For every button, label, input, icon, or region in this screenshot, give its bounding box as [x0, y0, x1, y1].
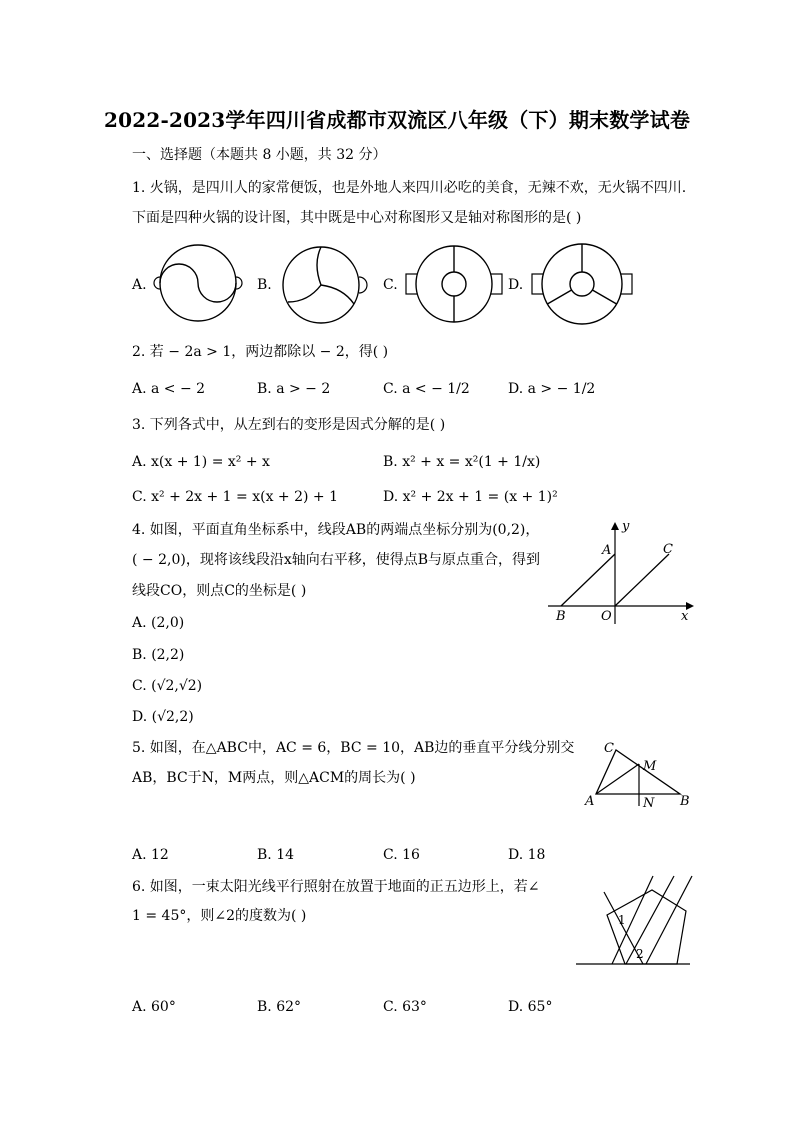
q6-option-b: B. 62°	[257, 999, 302, 1015]
q4-line2: ( − 2,0)，现将该线段沿x轴向右平移，使得点B与原点重合，得到	[132, 552, 541, 568]
q1-option-d-label: D.	[508, 277, 524, 293]
point-c-label: C	[663, 542, 673, 557]
page-title: 2022-2023学年四川省成都市双流区八年级（下）期末数学试卷	[103, 108, 691, 132]
q4-option-d: D. (√2,2)	[132, 709, 194, 725]
q4-line1: 4. 如图，平面直角坐标系中，线段AB的两端点坐标分别为(0,2)，	[132, 522, 540, 538]
hotpot-figure-a	[150, 240, 246, 328]
q5-option-c: C. 16	[383, 847, 420, 863]
hotpot-figure-c	[402, 240, 506, 328]
point-n-label: N	[643, 796, 655, 811]
q4-option-c: C. (√2,√2)	[132, 678, 203, 694]
q5-line1: 5. 如图，在△ABC中，AC = 6，BC = 10，AB边的垂直平分线分别交	[132, 740, 575, 756]
pentagon-figure	[574, 872, 694, 970]
q3-option-c: C. x² + 2x + 1 = x(x + 2) + 1	[132, 489, 339, 505]
q6-option-a: A. 60°	[132, 999, 176, 1015]
q5-option-b: B. 14	[257, 847, 295, 863]
vertex-b-label: B	[680, 794, 690, 809]
angle-1-label: 1	[618, 913, 626, 927]
axis-y-label: y	[622, 519, 630, 534]
q1-option-c-label: C.	[383, 277, 398, 293]
q5-option-a: A. 12	[132, 847, 169, 863]
angle-2-label: 2	[636, 947, 644, 961]
q4-option-a: A. (2,0)	[132, 615, 185, 631]
hotpot-figure-d	[528, 240, 636, 328]
q6-option-d: D. 65°	[508, 999, 553, 1015]
triangle-figure	[580, 736, 698, 816]
q5-line2: AB，BC于N，M两点，则△ACM的周长为( )	[132, 770, 416, 786]
point-m-label: M	[643, 759, 657, 774]
q2-option-c: C. a < − 1/2	[383, 381, 470, 397]
axis-x-label: x	[681, 609, 689, 624]
q3-option-b: B. x² + x = x²(1 + 1/x)	[383, 454, 541, 470]
hotpot-figure-b	[277, 240, 373, 328]
q1-line1: 1. 火锅，是四川人的家常便饭，也是外地人来四川必吃的美食，无辣不欢，无火锅不四川.	[132, 180, 687, 196]
q4-option-b: B. (2,2)	[132, 647, 185, 663]
q6-line2: 1 = 45°，则∠2的度数为( )	[132, 908, 307, 924]
origin-label: O	[601, 609, 612, 624]
q2-option-a: A. a < − 2	[132, 381, 206, 397]
point-b-label: B	[556, 609, 566, 624]
q1-line2: 下面是四种火锅的设计图，其中既是中心对称图形又是轴对称图形的是( )	[132, 210, 582, 226]
vertex-a-label: A	[585, 794, 595, 809]
q2-stem: 2. 若 − 2a > 1，两边都除以 − 2，得( )	[132, 344, 389, 360]
q3-stem: 3. 下列各式中，从左到右的变形是因式分解的是( )	[132, 417, 446, 433]
q6-option-c: C. 63°	[383, 999, 427, 1015]
q5-option-d: D. 18	[508, 847, 546, 863]
q1-option-b-label: B.	[257, 277, 272, 293]
section-heading: 一、选择题（本题共 8 小题，共 32 分）	[132, 147, 387, 163]
q2-option-b: B. a > − 2	[257, 381, 331, 397]
q6-line1: 6. 如图，一束太阳光线平行照射在放置于地面的正五边形上，若∠	[132, 879, 540, 895]
coordinate-figure	[546, 516, 696, 626]
q3-option-a: A. x(x + 1) = x² + x	[132, 454, 270, 470]
point-a-label: A	[602, 543, 612, 558]
q2-option-d: D. a > − 1/2	[508, 381, 596, 397]
vertex-c-label: C	[604, 741, 614, 756]
q1-option-a-label: A.	[132, 277, 147, 293]
q3-option-d: D. x² + 2x + 1 = (x + 1)²	[383, 489, 558, 505]
q4-line3: 线段CO，则点C的坐标是( )	[132, 583, 307, 599]
